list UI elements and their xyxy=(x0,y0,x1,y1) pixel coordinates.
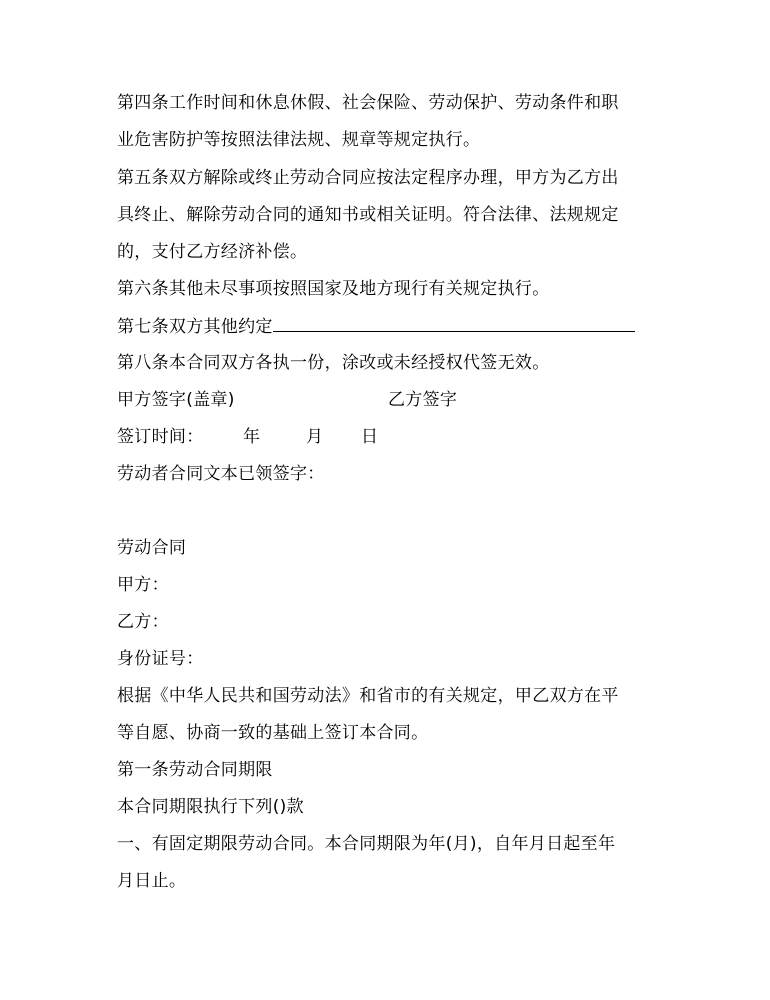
party-b-field: 乙方： xyxy=(117,612,169,632)
article7-label: 第七条双方其他约定 xyxy=(117,317,273,337)
article5-line3: 的，支付乙方经济补偿。 xyxy=(117,242,308,262)
article4-line1: 第四条工作时间和休息休假、社会保险、劳动保护、劳动条件和职 xyxy=(117,93,619,113)
preamble-line2: 等自愿、协商一致的基础上签订本合同。 xyxy=(117,723,429,743)
article7 xyxy=(117,315,635,338)
item1-line2: 月日止。 xyxy=(117,871,187,891)
article5-line1: 第五条双方解除或终止劳动合同应按法定程序办理，甲方为乙方出 xyxy=(117,168,619,188)
article6: 第六条其他未尽事项按照国家及地方现行有关规定执行。 xyxy=(117,279,550,299)
signing-date-month: 月 xyxy=(306,427,324,447)
receipt-signature: 劳动者合同文本已领签字： xyxy=(117,464,325,484)
article1-title: 第一条劳动合同期限 xyxy=(117,760,273,780)
party-a-signature: 甲方签字(盖章) xyxy=(117,390,235,410)
article5-line2: 具终止、解除劳动合同的通知书或相关证明。符合法律、法规规定 xyxy=(117,205,619,225)
party-a-field: 甲方： xyxy=(117,575,169,595)
id-number-field: 身份证号： xyxy=(117,649,204,669)
contract-title: 劳动合同 xyxy=(117,538,187,558)
party-b-signature: 乙方签字 xyxy=(388,390,458,410)
term-choice: 本合同期限执行下列()款 xyxy=(117,797,304,817)
article8: 第八条本合同双方各执一份，涂改或未经授权代签无效。 xyxy=(117,353,550,373)
item1-line1: 一、有固定期限劳动合同。本合同期限为年(月)，自年月日起至年 xyxy=(117,834,616,854)
signing-date-year: 年 xyxy=(243,427,261,447)
preamble-line1: 根据《中华人民共和国劳动法》和省市的有关规定，甲乙双方在平 xyxy=(117,686,619,706)
signing-date-day: 日 xyxy=(361,427,379,447)
article7-fill-line xyxy=(273,315,635,332)
article4-line2: 业危害防护等按照法律法规、规章等规定执行。 xyxy=(117,130,481,150)
signing-date-label: 签订时间： xyxy=(117,427,204,447)
